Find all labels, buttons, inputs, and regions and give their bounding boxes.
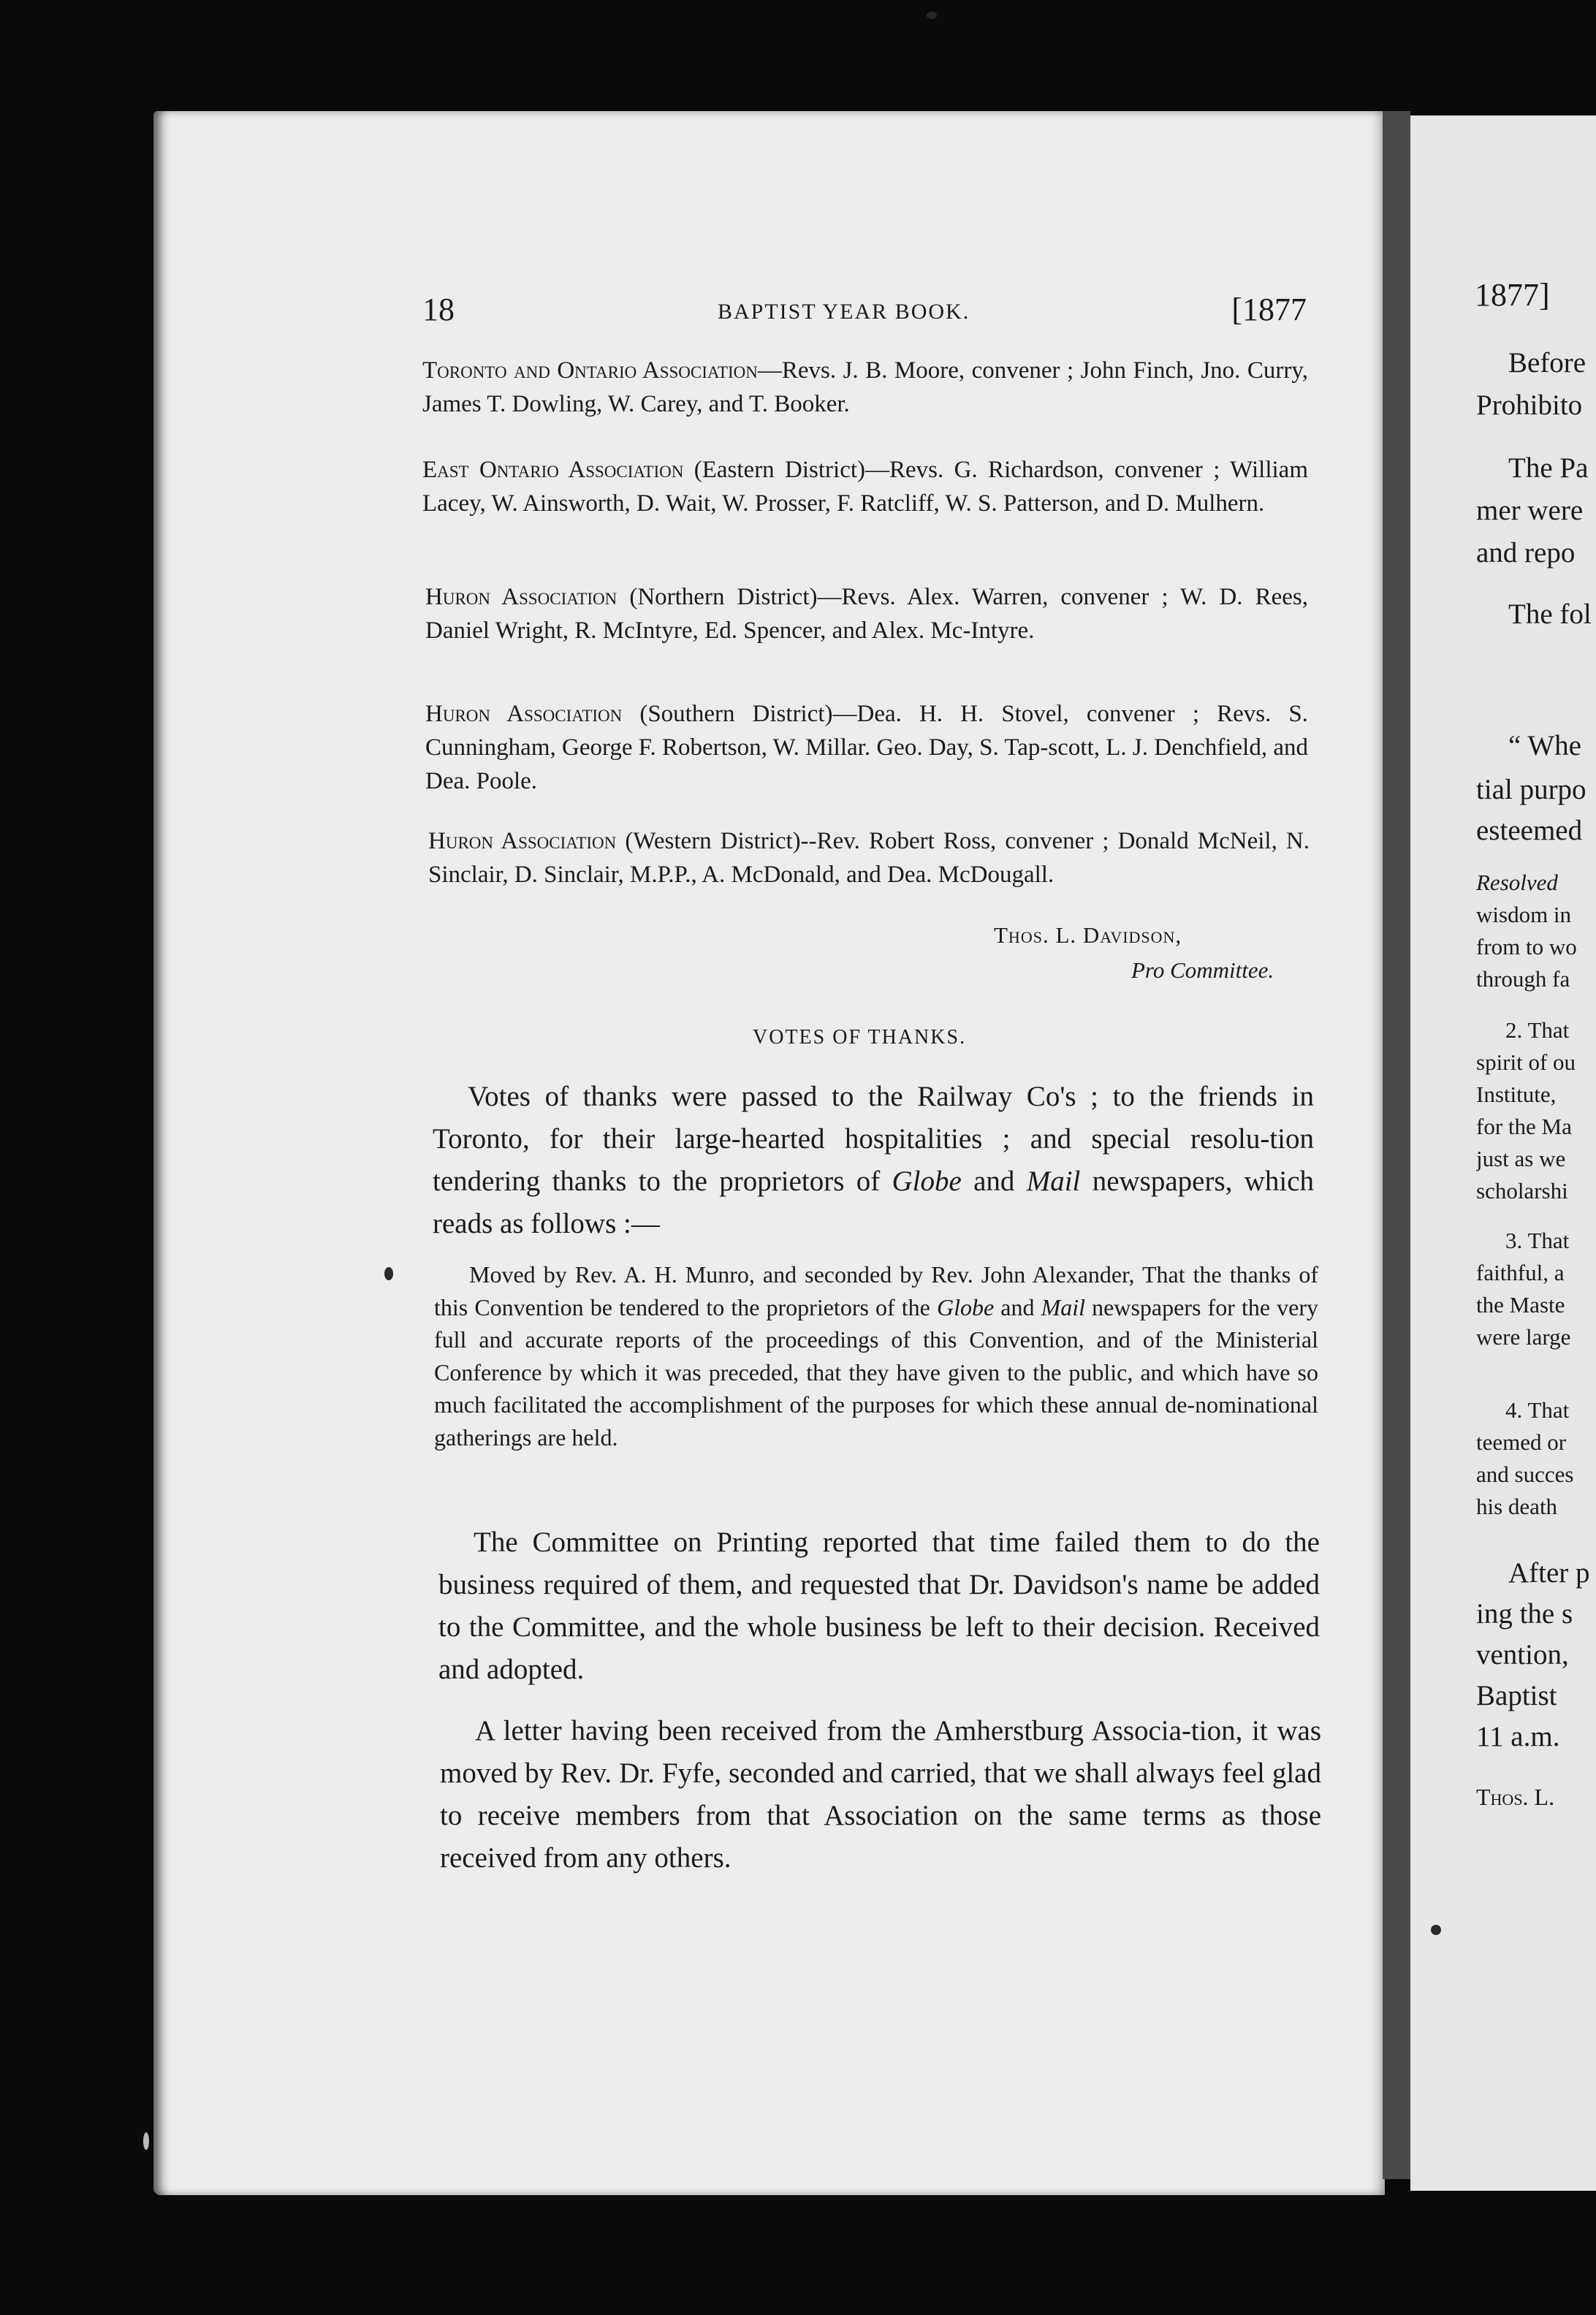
mail-italic: Mail: [1026, 1166, 1081, 1197]
committee-paragraph: [425, 580, 1308, 647]
right-line: The fol: [1508, 598, 1592, 630]
signature-role: Pro Committee.: [1131, 957, 1274, 983]
right-signature: Thos. L.: [1476, 1784, 1555, 1810]
committee-members: (Northern District)—Revs. Alex. Warren, convener ; W. D. Rees, Daniel Wright, R. McIntyre, Ed. Spencer, and Alex. Mc-Intyre.: [425, 584, 1308, 644]
running-year: [1877: [1231, 292, 1307, 327]
association-name: Huron Association: [428, 828, 617, 854]
committee-paragraph: [422, 354, 1308, 421]
right-line: 3. That: [1505, 1228, 1570, 1253]
right-line: “ Whe: [1508, 730, 1581, 761]
dust-speck: [927, 12, 937, 19]
committee-members: (Southern District)—Dea. H. H. Stovel, convener ; Revs. S. Cunningham, George F. Robertson, W. Millar. Geo. Day, S. Tap-scott, L. J. Denchfield, and Dea. Poole.: [425, 701, 1308, 794]
right-running-year: 1877]: [1475, 277, 1550, 313]
running-title: BAPTIST YEAR BOOK.: [718, 300, 970, 324]
association-name: Toronto and Ontario Association: [422, 357, 758, 384]
right-line: wisdom in: [1476, 902, 1572, 927]
right-line: through fa: [1476, 966, 1570, 992]
right-line: spirit of ou: [1476, 1049, 1576, 1075]
right-line: ing the s: [1476, 1598, 1573, 1630]
motion-text: newspapers for the very full and accurate reports of the proceedings of this Convention, and of the Ministerial Conference by which it was preceded, that they have given to the public, and which have so much facilitated the accomplishment of the purposes for which these annual de-nominational gatherings are held.: [434, 1293, 1319, 1451]
right-line: from to wo: [1476, 934, 1577, 959]
motion-text: and: [994, 1293, 1041, 1320]
dust-speck: [143, 2132, 149, 2150]
right-line: Institute,: [1476, 1082, 1557, 1107]
right-line: and succes: [1476, 1461, 1574, 1487]
printing-paragraph: The Committee on Printing reported that time failed them to do the business required of them, and requested that Dr. Davidson's name be added to the Committee, and the whole business be left to their decision. Received and adopted.: [438, 1527, 1320, 1685]
committee-paragraph: [428, 824, 1310, 892]
association-name: Huron Association: [425, 584, 618, 610]
committee-members: —Revs. J. B. Moore, convener ; John Finch, Jno. Curry, James T. Dowling, W. Carey, and T. Booker.: [422, 357, 1308, 417]
right-line: 2. That: [1505, 1017, 1570, 1043]
motion-text: Moved by Rev. A. H. Munro, and seconded by Rev. John Alexander, That the thanks of this Convention be tendered to the proprietors of the: [434, 1261, 1318, 1320]
right-line: just as we: [1476, 1146, 1566, 1171]
right-line: were large: [1476, 1324, 1571, 1350]
right-line: esteemed: [1476, 815, 1583, 846]
votes-text: newspapers, which reads as follows :—: [433, 1166, 1315, 1239]
committee-paragraph: [425, 697, 1308, 798]
association-name: Huron Association: [425, 701, 623, 727]
right-line: The Pa: [1508, 452, 1589, 484]
votes-paragraph: [433, 1076, 1314, 1245]
votes-text: and: [961, 1166, 1027, 1197]
dust-speck: [384, 1267, 393, 1280]
globe-italic: Globe: [892, 1166, 962, 1197]
right-line: for the Ma: [1476, 1114, 1572, 1139]
globe-italic: Globe: [937, 1293, 995, 1320]
association-name: East Ontario Association: [422, 457, 684, 483]
right-line: teemed or: [1476, 1429, 1567, 1455]
mail-italic: Mail: [1041, 1293, 1086, 1320]
section-heading: VOTES OF THANKS.: [753, 1026, 967, 1049]
right-line: vention,: [1476, 1639, 1569, 1670]
right-line: After p: [1508, 1557, 1590, 1589]
right-line: Prohibito: [1476, 389, 1583, 421]
dust-speck: [1431, 1925, 1441, 1935]
votes-text: Votes of thanks were passed to the Railway Co's ; to the friends in Toronto, for their large-hearted hospitalities ; and special resolu-tion tendering thanks to the proprietors of: [433, 1081, 1314, 1197]
resolved-italic: Resolved: [1476, 870, 1558, 895]
right-line: his death: [1476, 1494, 1558, 1519]
right-line: 11 a.m.: [1476, 1721, 1560, 1752]
right-line: faithful, a: [1476, 1260, 1565, 1285]
running-head: [422, 291, 1307, 327]
motion-paragraph: [434, 1258, 1318, 1453]
committee-members: (Eastern District)—Revs. G. Richardson, convener ; William Lacey, W. Ainsworth, D. Wait, W. Prosser, F. Ratcliff, W. S. Patterson, and D. Mulhern.: [422, 457, 1308, 517]
right-line: and repo: [1476, 537, 1576, 569]
committee-members: (Western District)--Rev. Robert Ross, convener ; Donald McNeil, N. Sinclair, D. Sinclair, M.P.P., A. McDonald, and Dea. McDougall.: [428, 828, 1310, 888]
signature-name: Thos. L. Davidson,: [994, 922, 1182, 948]
book-gutter: [1383, 111, 1410, 2179]
right-line: tial purpo: [1476, 774, 1586, 805]
right-line: Before: [1508, 347, 1586, 379]
right-line: 4. That: [1505, 1397, 1570, 1423]
right-line: mer were: [1476, 495, 1584, 526]
amherstburg-paragraph: A letter having been received from the Amherstburg Associa-tion, it was moved by Rev. Dr. Fyfe, seconded and carried, that we shall always feel glad to receive members from that Association on the same terms as those received from any others.: [440, 1715, 1321, 1874]
committee-paragraph: [422, 453, 1308, 520]
right-line: the Maste: [1476, 1292, 1565, 1318]
page-number: 18: [422, 292, 455, 327]
right-line: [1476, 867, 1596, 899]
right-line: Baptist: [1476, 1680, 1557, 1711]
right-line: scholarshi: [1476, 1178, 1568, 1204]
